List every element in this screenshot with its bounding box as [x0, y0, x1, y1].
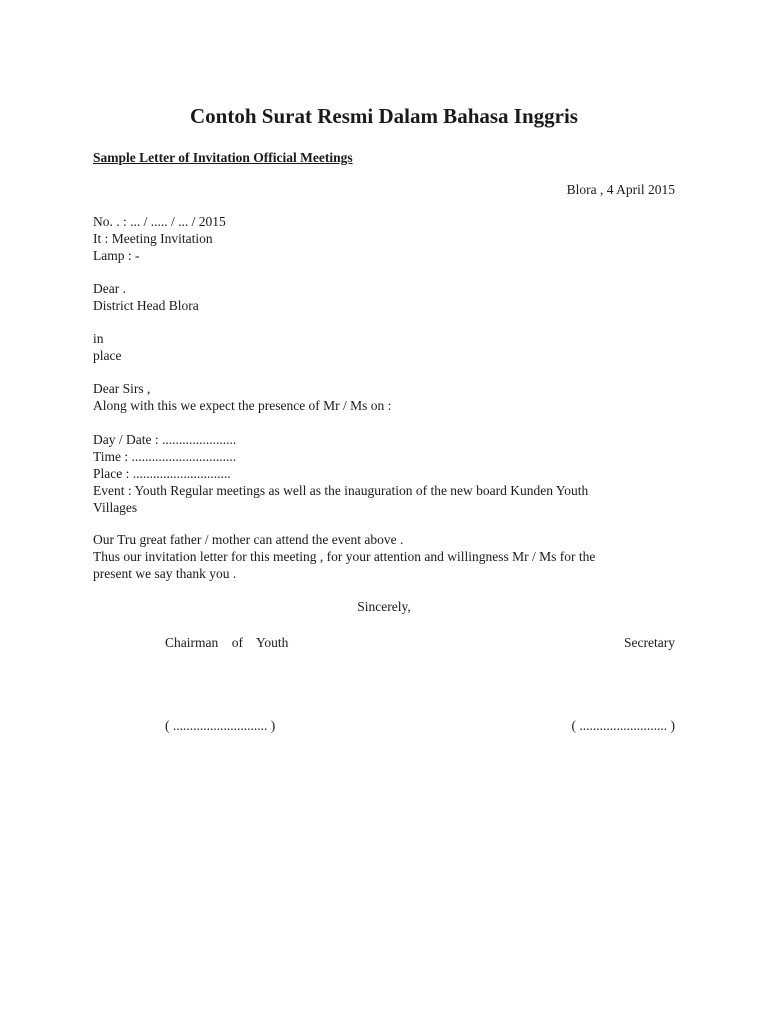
- sincerely-line: Sincerely,: [357, 599, 411, 614]
- detail-time-line: Time : ...............................: [93, 449, 237, 464]
- document-title: Contoh Surat Resmi Dalam Bahasa Inggris: [190, 104, 578, 128]
- spacer: [93, 414, 675, 431]
- spacer: [93, 651, 675, 717]
- signature-right-name-line: ( .......................... ): [571, 718, 675, 733]
- spacer: [93, 582, 675, 598]
- detail-day-date-line: Day / Date : ......................: [93, 432, 237, 447]
- closing-line-1: Our Tru great father / mother can attend the event above .: [93, 532, 404, 547]
- detail-place-line: Place : .............................: [93, 466, 231, 481]
- closing-line-2: Thus our invitation letter for this meeting , for your attention and willingness Mr / Ms for the: [93, 549, 596, 564]
- ref-attachment-line: Lamp : -: [93, 248, 140, 263]
- signature-name-row: [93, 717, 675, 734]
- detail-event-line: Event : Youth Regular meetings as well as the inauguration of the new board Kunden Youth: [93, 483, 589, 498]
- date-line: Blora , 4 April 2015: [566, 182, 675, 197]
- ref-number-line: No. . : ... / ..... / ... / 2015: [93, 214, 226, 229]
- closing-line-3: present we say thank you .: [93, 566, 237, 581]
- location-in-line: in: [93, 331, 104, 346]
- recipient-dear-line: Dear .: [93, 281, 126, 296]
- detail-event-wrap-line: Villages: [93, 500, 138, 515]
- document-subtitle: Sample Letter of Invitation Official Meetings: [93, 150, 353, 165]
- signature-left-role: Chairman of Youth: [165, 635, 289, 650]
- signature-left-name-line: ( ............................ ): [165, 718, 276, 733]
- intro-line: Along with this we expect the presence of Mr / Ms on :: [93, 398, 392, 413]
- spacer: [93, 264, 675, 280]
- spacer: [93, 516, 675, 531]
- signature-role-row: [93, 634, 675, 651]
- ref-subject-line: It : Meeting Invitation: [93, 231, 213, 246]
- recipient-name-line: District Head Blora: [93, 298, 199, 313]
- spacer: [93, 615, 675, 634]
- spacer: [93, 364, 675, 380]
- location-place-line: place: [93, 348, 122, 363]
- signature-right-role: Secretary: [624, 635, 675, 650]
- salutation-line: Dear Sirs ,: [93, 381, 151, 396]
- spacer: [93, 314, 675, 330]
